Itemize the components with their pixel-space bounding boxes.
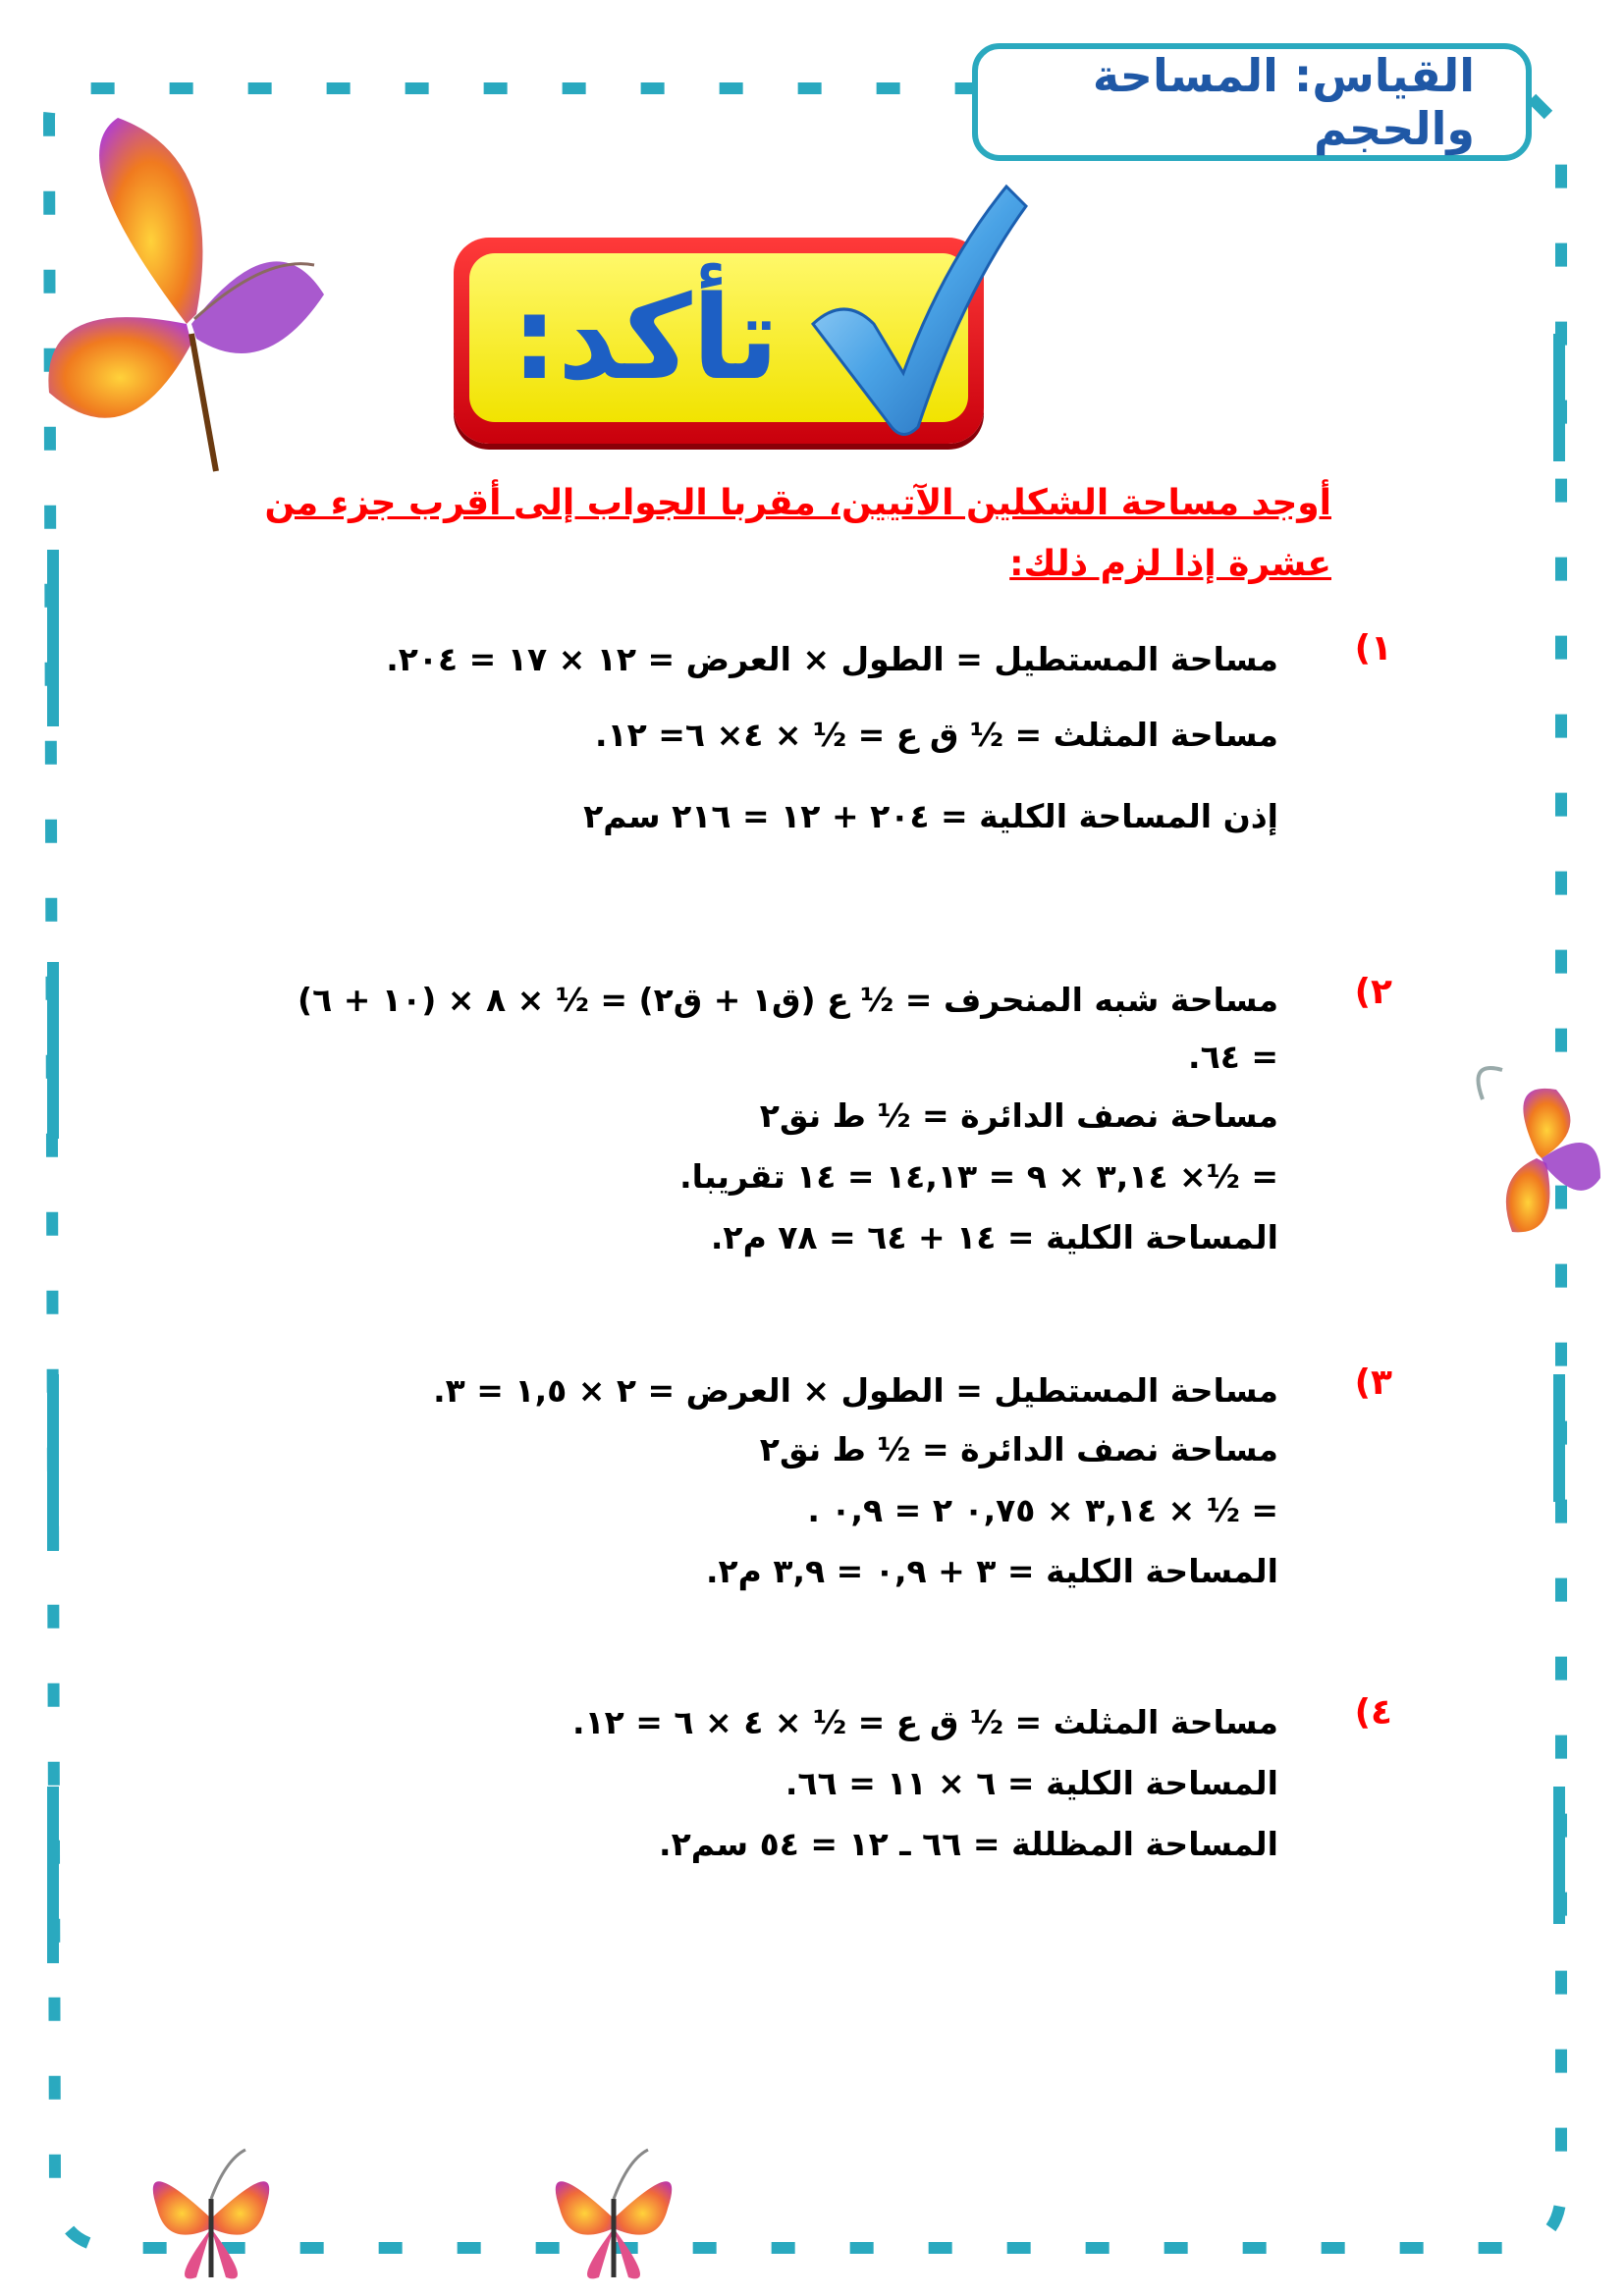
problem-number: ٣) [1354, 1362, 1392, 1403]
problem-1 [386, 628, 1278, 854]
solution-line: مساحة المستطيل = الطول × العرض = ١٢ × ١٧ = ٢٠٤. [386, 640, 1278, 678]
solution-line: المساحة المظللة = ٦٦ ـ ١٢ = ٥٤ سم٢. [659, 1825, 1278, 1863]
instruction-line: أوجد مساحة الشكلين الآتيين، مقربا الجواب إلى أقرب جزء من [264, 483, 1331, 523]
badge-label: تأكد: [511, 270, 780, 405]
solution-line: مساحة المستطيل = الطول × العرض = ٢ × ١,٥ = ٣. [433, 1371, 1278, 1410]
butterfly-icon [1463, 1060, 1610, 1247]
solution-line: المساحة الكلية = ٣ + ٠,٩ = ٣,٩ م٢. [705, 1552, 1278, 1590]
solution-line: = ½ × ٣,١٤ × ٠,٧٥ ٢ = ٠,٩ . [807, 1491, 1278, 1529]
checkmark-icon [805, 177, 1031, 442]
solution-line: مساحة المثلث = ½ ق ع = ½ × ٤× ٦= ١٢. [594, 716, 1278, 754]
header-box [972, 43, 1532, 161]
solution-line: مساحة شبه المنحرف = ½ ع (ق١ + ق٢) = ½ × ٨ × (١٠ + ٦) [298, 981, 1278, 1019]
butterfly-icon [530, 2140, 697, 2287]
solution-line: = ½× ٣,١٤ × ٩ = ١٤,١٣ = ١٤ تقريبا. [679, 1157, 1278, 1196]
instruction-line: عشرة إذا لزم ذلك: [1009, 544, 1331, 584]
problem-number: ٢) [1354, 972, 1392, 1012]
solution-line: المساحة الكلية = ٦ × ١١ = ٦٦. [785, 1764, 1278, 1802]
problem-4 [572, 1692, 1278, 1875]
problem-number: ١) [1354, 628, 1392, 668]
problem-2 [149, 972, 1278, 1268]
solution-line: مساحة نصف الدائرة = ½ ط نق٢ [759, 1430, 1278, 1468]
solution-line: مساحة المثلث = ½ ق ع = ½ × ٤ × ٦ = ١٢. [571, 1703, 1278, 1741]
solution-line: مساحة نصف الدائرة = ½ ط نق٢ [759, 1096, 1278, 1135]
solution-line: المساحة الكلية = ١٤ + ٦٤ = ٧٨ م٢. [710, 1218, 1278, 1256]
solution-line: = ٦٤. [1188, 1038, 1278, 1076]
solution-line: إذن المساحة الكلية = ٢٠٤ + ١٢ = ٢١٦ سم٢ [583, 797, 1278, 835]
butterfly-icon [128, 2140, 295, 2287]
instruction-text [232, 473, 1331, 595]
butterfly-icon [20, 98, 344, 491]
page-title: القياس: المساحة والحجم [1092, 49, 1475, 155]
problem-number: ٤) [1354, 1692, 1392, 1733]
problem-3 [433, 1362, 1278, 1602]
